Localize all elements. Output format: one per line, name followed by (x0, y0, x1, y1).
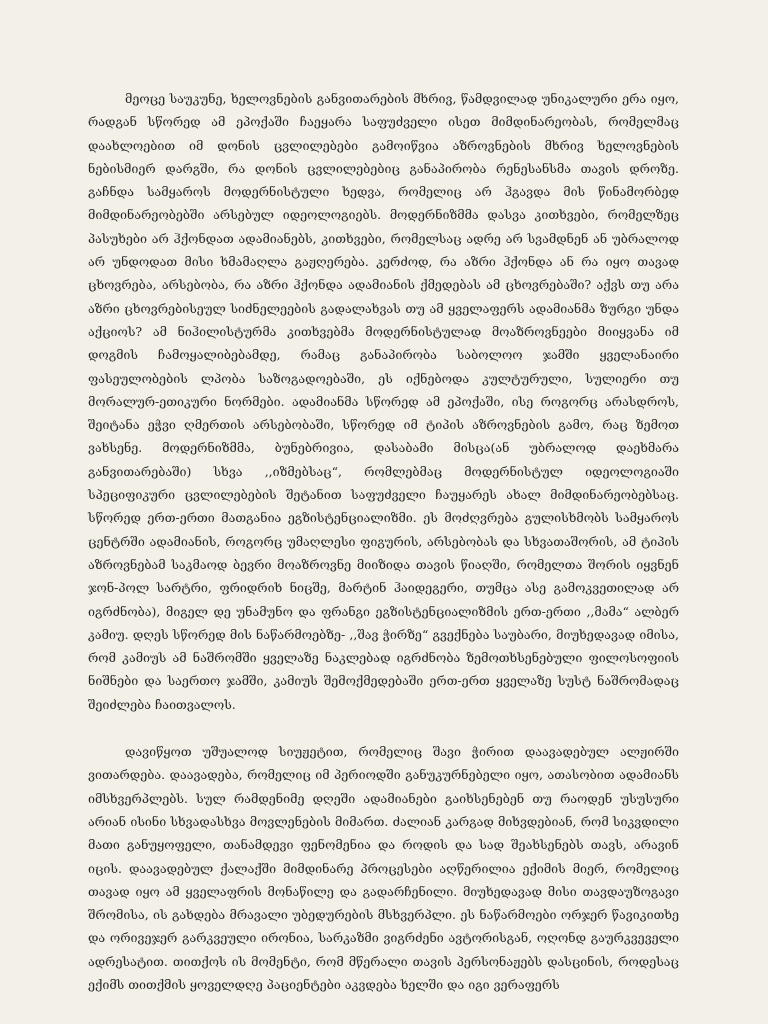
document-body (88, 87, 679, 996)
paragraph-1: მეოცე საუკუნე, ხელოვნების განვითარების მხრივ, წამდვილად უნიკალური ერა იყო, რადგან სწორედ ამ ეპოქაში ჩაეყარა საფუძველი ისეთ მიმდინარეობას, რომელმაც დაახლოებით იმ დონის ცვლილებები გამოიწვია აზროვნების მხრივ ხელოვნების ნებისმიერ დარგში, რა დონის ცვლილებებიც განაპირობა რენესანსმა თავის დროზე. გაჩნდა სამყაროს მოდერნისტული ხედვა, რომელიც არ ჰგავდა მის წინამორბედ მიმდინარეობებში არსებულ იდეოლოგიებს. მოდერნიზმმა დასვა კითხვები, რომელზეც პასუხები არ ჰქონდათ ადამიანებს, კითხვები, რომელსაც ადრე არ სვამდნენ ან უბრალოდ არ უნდოდათ მისი ხმამაღლა გაჟღერება. კერძოდ, რა აზრი ჰქონდა ან რა იყო თავად ცხოვრება, არსებობა, რა აზრი ჰქონდა ადამიანის ქმედებას ამ ცხოვრებაში? აქვს თუ არა აზრი ცხოვრებისეულ სიძნელეების გადალახვას თუ ამ ყველაფერს ადამიანმა ზურგი უნდა აქციოს? ამ ნიჰილისტურმა კითხვებმა მოდერნისტულად მოაზროვნეები მიიყვანა იმ დოგმის ჩამოყალიბებამდე, რამაც განაპირობა საბოლოო ჯამში ყველანაირი ფასეულობების ლპობა საზოგადოებაში, ეს იქნებოდა კულტურული, სულიერი თუ მორალურ-ეთიკური ნორმები. ადამიანმა სწორედ ამ ეპოქაში, ისე როგორც არასდროს, შეიტანა ეჭვი ღმერთის არსებობაში, სწორედ იმ ტიპის აზროვნების გამო, რაც ზემოთ ვახსენე. მოდერნიზმმა, ბუნებრივია, დასაბამი მისცა(ან უბრალოდ დაეხმარა განვითარებაში) სხვა ,,იზმებსაც“, რომლებმაც მოდერნისტულ იდეოლოგიაში სპეციფიკური ცვლილებების შეტანით საფუძველი ჩაუყარეს ახალ მიმდინარეობებსაც. სწორედ ერთ-ერთი მათგანია ეგზისტენციალიზმი. ეს მოძღვრება გულისხმობს სამყაროს ცენტრში ადამიანის, როგორც უმაღლესი ფიგურის, არსებობას და სხვათაშორის, ამ ტიპის აზროვნებამ საკმაოდ ბევრი მოაზროვნე მიიზიდა თავის წიაღში, რომელთა შორის იყვნენ ჯონ-პოლ სარტრი, ფრიდრიხ ნიცშე, მარტინ ჰაიდეგერი, თუმცა ასე გამოკვეთილად არ იგრძნობა), მიგელ დე უნამუნო და ფრანგი ეგზისტენციალიზმის ერთ-ერთი ,,მამა“ ალბერ კამიუ. დღეს სწორედ მის ნაწარმოებზე- ,,შავ ჭირზე“ გვექნება საუბარი, მიუხედავად იმისა, რომ კამიუს ამ ნაშრომში ყველაზე ნაკლებად იგრძნობა ზემოთხსენებული ფილოსოფიის ნიშნები და საერთო ჯამში, კამიუს შემოქმედებაში ერთ-ერთ ყველაზე სუსტ ნაშრომადაც შეიძლება ჩაითვალოს. (88, 91, 679, 712)
paragraph-2: დავიწყოთ უშუალოდ სიუჟეტით, რომელიც შავი ჭირით დაავადებულ ალჟირში ვითარდება. დაავადება, რომელიც იმ პერიოდში განუკურნებელი იყო, ათასობით ადამიანს იმსხვერპლებს. სულ რამდენიმე დღეში ადამიანები გაიხსენებენ თუ რაოდენ უსუსური არიან ისინი სხვადასხვა მოვლენების მიმართ. ძალიან კარგად მიხვდებიან, რომ სიკვდილი მათი განუყოფელი, თანამდევი ფენომენია და როდის და სად შეახსენებს თავს, არავინ იცის. დაავადებულ ქალაქში მიმდინარე პროცესები აღწერილია ექიმის მიერ, რომელიც თავად იყო ამ ყველაფრის მონაწილე და გადარჩენილი. მიუხედავად მისი თავდაუზოგავი შრომისა, ის გახდება მრავალი უბედურების მსხვერპლი. ეს ნაწარმოები ორჯერ წავიკითხე და ორივეჯერ გარკვეული ირონია, სარკაზმი ვიგრძენი ავტორისგან, ოღონდ გაურკვეველი ადრესატით. თითქოს ის მომენტი, რომ მწერალი თავის პერსონაჟებს დასცინის, როდესაც ექიმს თითქმის ყოველდღე პაციენტები აკვდება ხელში და იგი ვერაფერს (88, 744, 679, 992)
paragraph-gap (88, 716, 679, 740)
